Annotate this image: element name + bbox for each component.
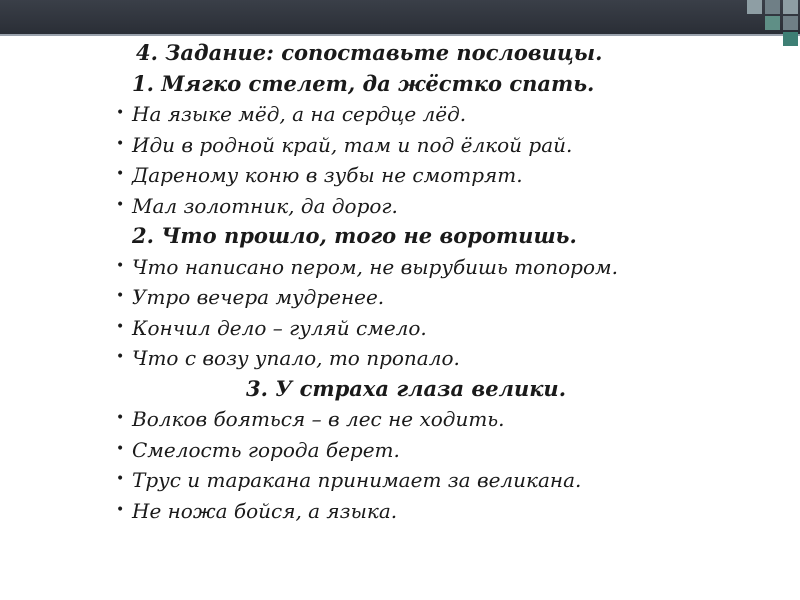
bullet-icon: • [116,501,125,518]
section-heading: 3. У страха глаза велики. [246,375,567,401]
list-item: • Что написано пером, не вырубишь топором. [112,252,752,283]
decor-square [765,16,780,30]
decor-square [765,0,780,14]
bullet-icon: • [116,135,125,152]
list-item: • Мал золотник, да дорог. [112,191,752,222]
bullet-icon: • [116,166,125,183]
list-item: • Утро вечера мудренее. [112,282,752,313]
list-item: • Смелость города берет. [112,435,752,466]
slide-content [112,38,752,526]
decor-square [783,32,798,46]
list-item: • На языке мёд, а на сердце лёд. [112,99,752,130]
header-divider [0,34,800,36]
bullet-icon: • [116,257,125,274]
section-heading: 1. Мягко стелет, да жёстко спать. [132,70,595,96]
decor-square [783,0,798,14]
bullet-icon: • [116,318,125,335]
list-item: • Кончил дело – гуляй смело. [112,313,752,344]
decor-square [747,0,762,14]
bullet-icon: • [116,349,125,366]
list-item: • Дареному коню в зубы не смотрят. [112,160,752,191]
bullet-icon: • [116,471,125,488]
slide-header-bar [0,0,800,34]
bullet-icon: • [116,105,125,122]
section-heading: 2. Что прошло, того не воротишь. [132,223,577,248]
bullet-icon: • [116,196,125,213]
decor-square [783,16,798,30]
list-item: • Волков бояться – в лес не ходить. [112,404,752,435]
list-item: • Трус и таракана принимает за великана. [112,465,752,496]
list-item: • Что с возу упало, то пропало. [112,343,752,374]
corner-decoration [744,0,800,60]
bullet-icon: • [116,410,125,427]
list-item: • Не ножа бойся, а языка. [112,496,752,527]
bullet-icon: • [116,440,125,457]
bullet-icon: • [116,288,125,305]
list-item: • Иди в родной край, там и под ёлкой рай. [112,130,752,161]
slide-title: 4. Задание: сопоставьте пословицы. [136,40,603,65]
